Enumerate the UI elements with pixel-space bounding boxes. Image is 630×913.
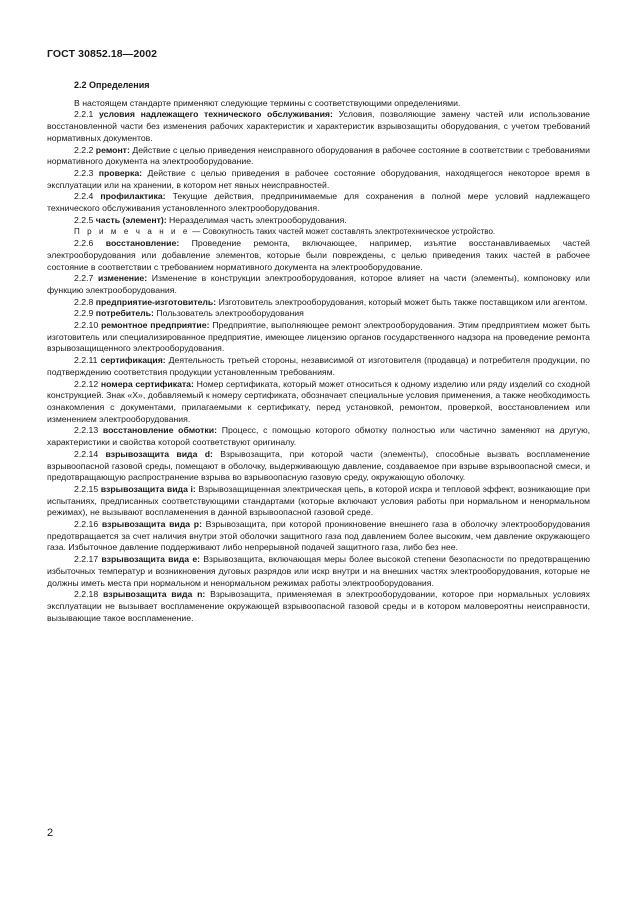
term-2-2-12: 2.2.12 номера сертификата: Номер сертификата, который может относиться к одному изделию или ряду изделий со сходной конструкцией. Знак «Х», добавляемый к номеру сертификата, обозначает специальные условия применения, а также необходимость ознакомления с документами, прилагаемыми к сертификату, перед установкой, ремонтом, проверкой, восстановлением или изменением электрооборудования.	[47, 378, 590, 424]
term-2-2-11: 2.2.11 сертификация: Деятельность третьей стороны, независимой от изготовителя (продавца) и потребителя продукции, по подтверждению соответствия продукции установленным требованиям.	[47, 355, 590, 377]
term-2-2-9: 2.2.9 потребитель: Пользователь электрооборудования	[74, 308, 304, 319]
note-paragraph	[47, 226, 590, 238]
term-2-2-14: 2.2.14 взрывозащита вида d: Взрывозащита, при которой части (элементы), способные вызвать воспламенение взрывоопасной газовой среды, помещают в оболочку, выдерживающую давление, создаваемое при взрыве взрывоопасной смеси, и предотвращающую распространение взрыва во взрывоопасную газовую среду, окружающую оболочку.	[47, 448, 590, 483]
term-2-2-10: 2.2.10 ремонтное предприятие: Предприятие, выполняющее ремонт электрооборудования. Этим предприятием может быть изготовитель или специализированное предприятие, имеющее лицензию органов государственного надзора на проведение ремонта взрывозащищенного электрооборудования.	[47, 320, 591, 354]
term-2-2-4: 2.2.4 профилактика: Текущие действия, предпринимаемые для сохранения в полной мере условий надлежащего технического обслуживания установленного электрооборудования.	[47, 191, 591, 214]
term-2-2-17: 2.2.17 взрывозащита вида e: Взрывозащита, включающая меры более высокой степени безопасности по предотвращению избыточных температур и возникновения дуговых разрядов или искр внутри и на внешних частях электрооборудования, которые не должны иметь места при нормальном и ненормальном режимах работы электрооборудования.	[47, 554, 590, 588]
term-2-2-1: 2.2.1 условия надлежащего технического обслуживания: Условия, позволяющие замену частей или использование восстановленной части без изменения рабочих характеристик и характеристик взрывозащиты оборудования, с учетом требований нормативных документов.	[47, 109, 591, 143]
term-2-2-18: 2.2.18 взрывозащита вида n: Взрывозащита, применяемая в электрооборудовании, которое при нормальных условиях эксплуатации не вызывает воспламенение окружающей взрывоопасной газовой среды и в котором маловероятны неисправности, вызывающие такое воспламенение.	[47, 589, 590, 623]
term-2-2-5: 2.2.5 часть (элемент): Неразделимая часть электрооборудования.	[74, 214, 347, 225]
term-2-2-16: 2.2.16 взрывозащита вида p: Взрывозащита, при которой проникновение внешнего газа в оболочку электрооборудования предотвращается за счет наличия внутри этой оболочки защитного газа под давлением более высоким, чем давление окружающего газа. Избыточное давление поддерживают либо непрерывной подачей защитного газа, либо без нее.	[47, 519, 590, 553]
document-header: ГОСТ 30852.18—2002	[47, 48, 158, 60]
term-2-2-7: 2.2.7 изменение: Изменение в конструкции электрооборудования, которое влияет на части (элементы), компоновку или функцию электрооборудования.	[47, 273, 590, 295]
term-2-2-6: 2.2.6 восстановление: Проведение ремонта, включающее, например, изъятие восстанавливаемых частей электрооборудования или добавление элементов, которые были повреждены, с целью приведения таких частей в рабочее состояние в соответствии с требованием нормативного документа на электрооборудование.	[47, 238, 590, 272]
document-body	[47, 80, 590, 624]
page-number: 2	[47, 827, 54, 839]
term-2-2-15: 2.2.15 взрывозащита вида i: Взрывозащищенная электрическая цепь, в которой искра и тепловой эффект, возникающие при испытаниях, предписанных соответствующими стандартами (которые включают условия работы при нормальном и ненормальном режимах), не вызывают воспламенения в данной взрывоопасной газовой среде.	[47, 483, 590, 518]
term-2-2-2: 2.2.2 ремонт: Действие с целью приведения неисправного оборудования в рабочее состояние в соответствии с требованиями нормативного документа на электрооборудование.	[47, 144, 590, 167]
term-2-2-13: 2.2.13 восстановление обмотки: Процесс, с помощью которого обмотку полностью или частично заменяют на другую, характеристики и свойства которой соответствуют оригиналу.	[47, 425, 591, 448]
term-2-2-3: 2.2.3 проверка: Действие с целью приведения в рабочее состояние оборудования, находящегося некоторое время в эксплуатации или на хранении, в котором нет явных неисправностей.	[47, 167, 590, 190]
note-text: — Совокупность таких частей может составлять электротехническое устройство.	[192, 227, 496, 237]
section-title: 2.2 Определения	[74, 80, 150, 90]
term-2-2-8: 2.2.8 предприятие-изготовитель: Изготовитель электрооборудования, который может быть также поставщиком или агентом.	[74, 296, 588, 307]
intro-paragraph: В настоящем стандарте применяют следующие термины с соответствующими определениями.	[74, 97, 461, 108]
note-label: П р и м е ч а н и е	[74, 227, 190, 237]
